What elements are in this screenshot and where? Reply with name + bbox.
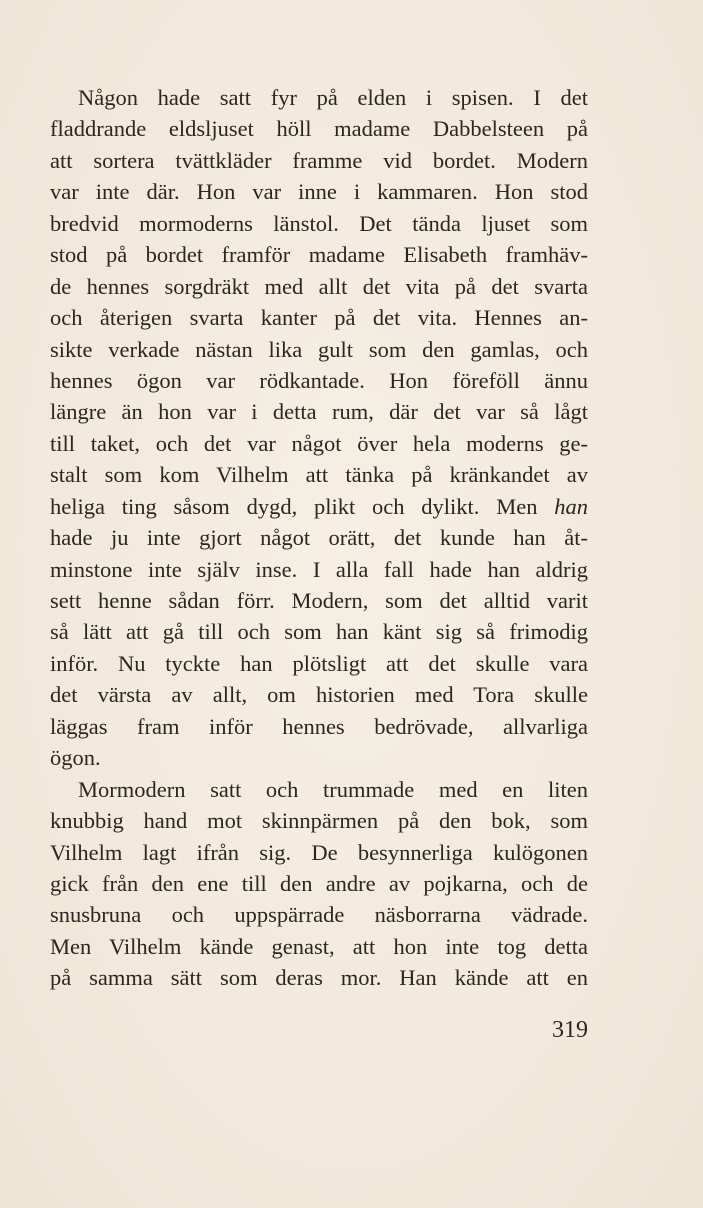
emphasized-word: han — [554, 493, 588, 519]
text-line: hade ju inte gjort något orätt, det kunde han åt- — [50, 525, 588, 551]
text-line: stalt som kom Vilhelm att tänka på kränkandet av — [50, 462, 588, 488]
text-line: till taket, och det var något över hela moderns ge- — [50, 430, 588, 456]
text-line: ögon. — [50, 745, 101, 771]
text-line: att sortera tvättkläder framme vid bordet. Modern — [50, 147, 588, 173]
text-line: sett henne sådan förr. Modern, som det alltid varit — [50, 588, 588, 613]
text-line: läggas fram inför hennes bedrövade, allvarliga — [50, 713, 588, 739]
text-line: hennes ögon var rödkantade. Hon föreföll ännu — [50, 367, 588, 393]
text-line: de hennes sorgdräkt med allt det vita på det svarta — [50, 273, 588, 299]
text-line: stod på bordet framför madame Elisabeth framhäv- — [50, 242, 588, 268]
text-line-with-emphasis — [50, 491, 588, 522]
text-line: sikte verkade nästan lika gult som den gamlas, och — [50, 336, 588, 362]
text-line: bredvid mormoderns länstol. Det tända ljuset som — [50, 210, 588, 236]
text-line: var inte där. Hon var inne i kammaren. Hon stod — [50, 179, 588, 205]
text-line: på samma sätt som deras mor. Han kände att en — [50, 965, 588, 991]
text-line: Vilhelm lagt ifrån sig. De besynnerliga kulögonen — [50, 839, 588, 865]
text-fragment: heliga ting såsom dygd, plikt och dylikt. Men — [50, 493, 555, 519]
text-line: gick från den ene till den andre av pojkarna, och de — [50, 870, 588, 896]
text-line: minstone inte själv inse. I alla fall hade han aldrig — [50, 556, 588, 582]
text-line: Men Vilhelm kände genast, att hon inte tog detta — [50, 933, 588, 959]
text-line: och återigen svarta kanter på det vita. Hennes an- — [50, 305, 588, 331]
text-line: det värsta av allt, om historien med Tora skulle — [50, 682, 588, 708]
text-line: längre än hon var i detta rum, där det var så lågt — [50, 399, 588, 425]
text-line: knubbig hand mot skinnpärmen på den bok, som — [50, 808, 588, 834]
text-line: så lätt att gå till och som han känt sig så frimodig — [50, 619, 588, 645]
text-line: inför. Nu tyckte han plötsligt att det skulle vara — [50, 650, 588, 676]
body-text — [50, 82, 588, 994]
text-line: Mormodern satt och trummade med en liten — [78, 776, 588, 802]
text-line: snusbruna och uppspärrade näsborrarna vädrade. — [50, 902, 588, 928]
text-line: fladdrande eldsljuset höll madame Dabbelsteen på — [50, 116, 588, 142]
text-line: Någon hade satt fyr på elden i spisen. I det — [78, 85, 588, 110]
page-number: 319 — [552, 1017, 588, 1043]
